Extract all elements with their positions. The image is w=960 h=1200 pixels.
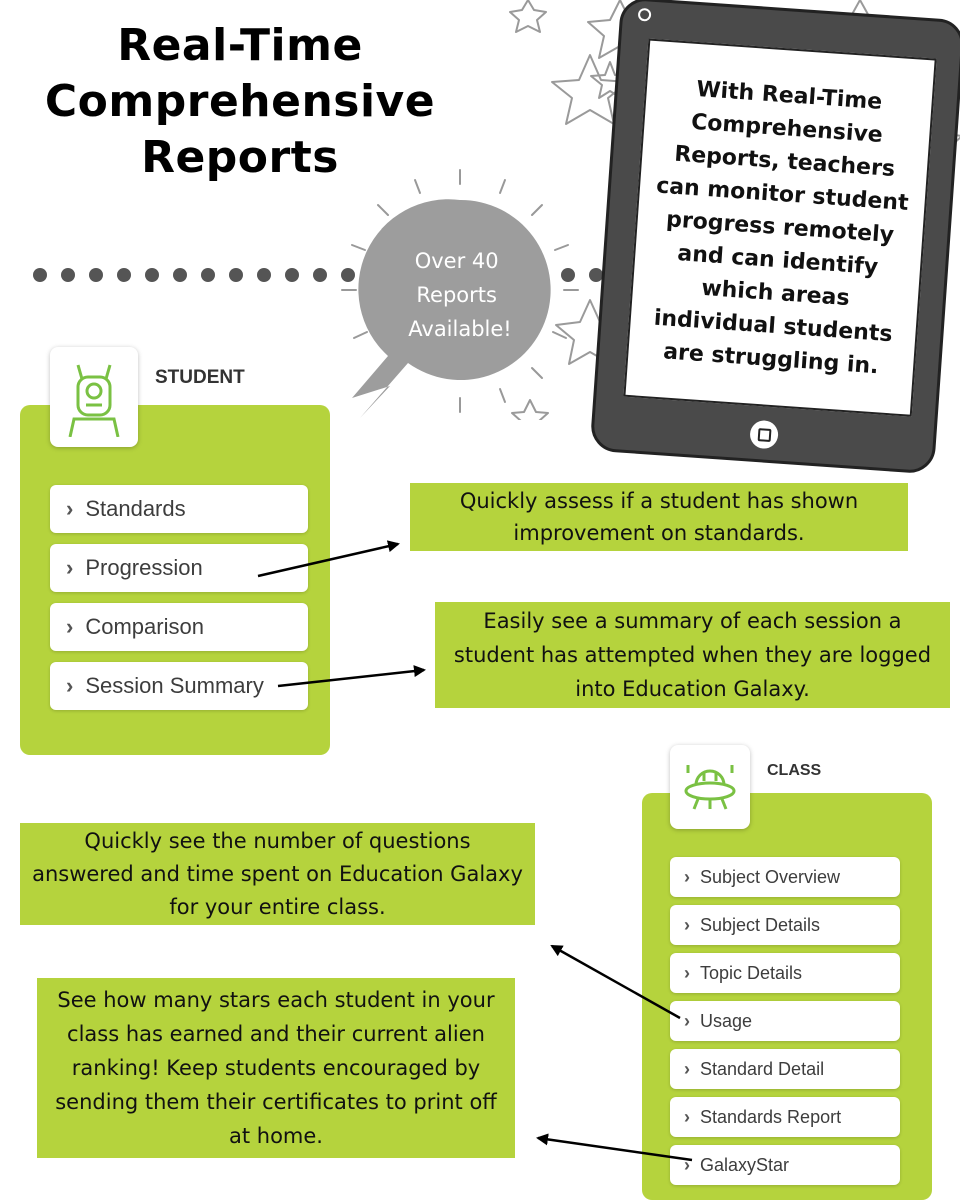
menu-item-label: GalaxyStar xyxy=(700,1154,790,1175)
chevron-right-icon: › xyxy=(684,1154,690,1175)
chevron-right-icon: › xyxy=(684,866,690,887)
menu-item-label: Comparison xyxy=(85,614,204,639)
menu-item-label: Subject Details xyxy=(700,914,821,935)
menu-item-label: Standards Report xyxy=(700,1106,842,1127)
chevron-right-icon: › xyxy=(684,1106,690,1127)
title-line: Comprehensive xyxy=(44,76,436,127)
callout-galaxystar: See how many stars each student in your class has earned and their current alien ranking! Keep students encouraged by sending them their certificates to print off at home. xyxy=(37,978,515,1158)
chevron-right-icon: › xyxy=(684,1010,690,1031)
arrow xyxy=(278,670,424,686)
arrow xyxy=(552,946,680,1018)
chevron-right-icon: › xyxy=(684,914,690,935)
title-line: Reports xyxy=(141,132,339,183)
bubble-line: Reports xyxy=(416,283,497,307)
callout-progression: Quickly assess if a student has shown improvement on standards. xyxy=(410,483,908,551)
chevron-right-icon: › xyxy=(66,673,74,698)
arrow xyxy=(538,1138,692,1160)
callout-session-summary: Easily see a summary of each session a student has attempted when they are logged into Education Galaxy. xyxy=(435,602,950,708)
menu-item-label: Progression xyxy=(85,555,203,580)
chevron-right-icon: › xyxy=(66,614,74,639)
chevron-right-icon: › xyxy=(66,555,74,580)
title-line: Real-Time xyxy=(117,20,363,71)
menu-item-label: Standard Detail xyxy=(700,1058,825,1079)
student-heading: STUDENT xyxy=(155,367,245,388)
bubble-line: Over 40 xyxy=(414,249,499,273)
chevron-right-icon: › xyxy=(66,496,74,521)
chevron-right-icon: › xyxy=(684,1058,690,1079)
menu-item-label: Session Summary xyxy=(85,673,264,698)
menu-item-label: Subject Overview xyxy=(700,866,841,887)
callout-usage: Quickly see the number of questions answered and time spent on Education Galaxy for your entire class. xyxy=(20,823,535,925)
menu-item-label: Usage xyxy=(700,1010,753,1031)
tablet-text: With Real-Time Comprehensive Reports, teachers can monitor student progress remotely and can identify which areas individual students are struggling in. xyxy=(653,77,910,380)
class-heading: CLASS xyxy=(767,762,822,779)
arrow xyxy=(258,544,398,576)
bubble-line: Available! xyxy=(408,317,512,341)
menu-item-label: Standards xyxy=(85,496,186,521)
chevron-right-icon: › xyxy=(684,962,690,983)
menu-item-label: Topic Details xyxy=(700,962,803,983)
